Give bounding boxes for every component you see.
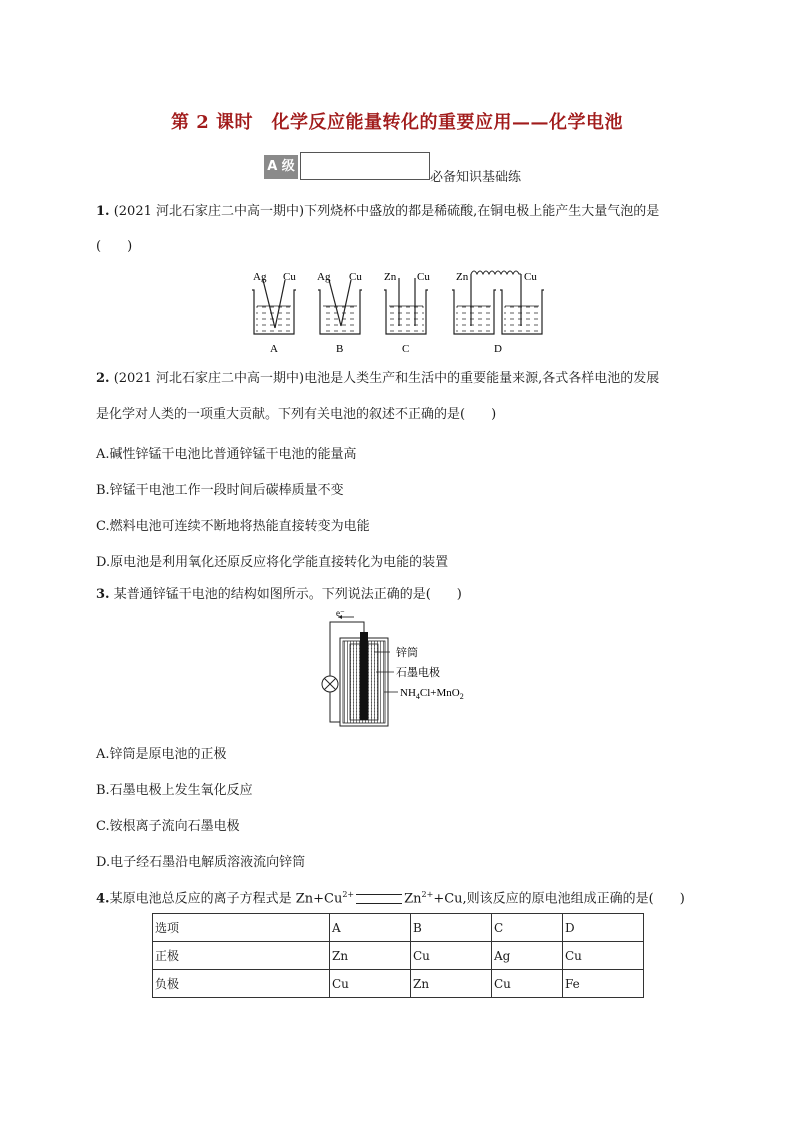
question-2 — [96, 370, 659, 388]
beaker-d-right-label: Cu — [524, 271, 537, 283]
beaker-a-caption: A — [270, 343, 278, 355]
q2-option-c[interactable]: C.燃料电池可连续不断地将热能直接转变为电能 — [96, 519, 370, 534]
question-text-line1: (2021 河北石家庄二中高一期中)电池是人类生产和生活中的重要能量来源,各式各样电池的发展 — [113, 371, 660, 386]
level-badge: A 级 — [264, 155, 298, 179]
table-cell: Cu — [411, 942, 492, 970]
q2-option-d[interactable]: D.原电池是利用氧化还原反应将化学能直接转化为电能的装置 — [96, 555, 449, 570]
question-text-line2: 是化学对人类的一项重大贡献。下列有关电池的叙述不正确的是( ) — [96, 407, 497, 422]
question-number: 3. — [96, 587, 110, 602]
beaker-c — [384, 271, 430, 355]
beaker-b-left-label: Ag — [317, 271, 331, 283]
table-cell: 选项 — [153, 914, 330, 942]
question-text-a: 某原电池总反应的离子方程式是 Zn+Cu — [109, 891, 343, 907]
zn-charge: 2+ — [421, 890, 434, 899]
question-text: 某普通锌锰干电池的结构如图所示。下列说法正确的是( ) — [113, 587, 462, 602]
page-title: 第 2 课时 化学反应能量转化的重要应用——化学电池 — [170, 112, 624, 133]
table-cell: Fe — [563, 970, 644, 998]
question-3 — [96, 586, 462, 604]
table-row — [153, 942, 644, 970]
graphite-electrode-label: 石墨电极 — [396, 667, 440, 679]
answer-paren: ( ) — [96, 239, 133, 254]
zinc-can-label: 锌筒 — [396, 647, 418, 659]
equals-sign-icon — [356, 894, 402, 904]
bulb-icon — [322, 676, 338, 692]
table-cell: Zn — [411, 970, 492, 998]
beaker-b-caption: B — [336, 343, 344, 355]
question-number: 2. — [96, 371, 110, 386]
table-cell: Cu — [492, 970, 563, 998]
beaker-c-caption: C — [402, 343, 410, 355]
cu-charge: 2+ — [342, 890, 355, 899]
table-cell: Ag — [492, 942, 563, 970]
q3-option-b[interactable]: B.石墨电极上发生氧化反应 — [96, 783, 253, 798]
beaker-a-right-label: Cu — [283, 271, 296, 283]
q4-options-table — [152, 913, 644, 998]
table-cell: Cu — [563, 942, 644, 970]
table-cell: C — [492, 914, 563, 942]
q2-option-b[interactable]: B.锌锰干电池工作一段时间后碳棒质量不变 — [96, 483, 344, 498]
question-number: 4. — [96, 891, 110, 907]
beaker-b-right-label: Cu — [349, 271, 362, 283]
question-4 — [96, 886, 685, 908]
q2-option-a[interactable]: A.碱性锌锰干电池比普通锌锰干电池的能量高 — [96, 447, 357, 462]
table-header-row — [153, 914, 644, 942]
beaker-d-left-label: Zn — [456, 271, 469, 283]
beaker-d — [452, 271, 544, 355]
q3-option-d[interactable]: D.电子经石墨沿电解质溶液流向锌筒 — [96, 855, 306, 870]
q3-dry-cell-figure — [316, 608, 516, 729]
beaker-a-left-label: Ag — [253, 271, 267, 283]
beaker-d-caption: D — [494, 343, 502, 355]
beaker-c-right-label: Cu — [417, 271, 430, 283]
table-row — [153, 970, 644, 998]
question-text-c: +Cu,则该反应的原电池组成正确的是( ) — [433, 891, 685, 907]
level-text: 必备知识基础练 — [430, 170, 522, 185]
question-number: 1. — [96, 204, 110, 219]
level-score-box[interactable] — [300, 152, 430, 180]
table-cell: 负极 — [153, 970, 330, 998]
graphite-rod — [360, 632, 368, 720]
table-cell: B — [411, 914, 492, 942]
table-cell: Cu — [330, 970, 411, 998]
q3-option-c[interactable]: C.铵根离子流向石墨电极 — [96, 819, 240, 834]
question-text-b: Zn — [404, 891, 422, 907]
table-cell: Zn — [330, 942, 411, 970]
electrolyte-label: $NH_4Cl+MnO_2$ — [400, 687, 464, 701]
question-text: (2021 河北石家庄二中高一期中)下列烧杯中盛放的都是稀硫酸,在铜电极上能产生大量气泡的是 — [113, 204, 660, 219]
table-cell: D — [563, 914, 644, 942]
q3-option-a[interactable]: A.锌筒是原电池的正极 — [96, 747, 227, 762]
beaker-b — [317, 271, 362, 355]
table-cell: 正极 — [153, 942, 330, 970]
q1-beakers-figure — [245, 268, 555, 358]
electron-label: e⁻ — [336, 608, 345, 618]
question-1 — [96, 203, 659, 221]
beaker-a — [252, 271, 296, 355]
table-cell: A — [330, 914, 411, 942]
beaker-c-left-label: Zn — [384, 271, 397, 283]
